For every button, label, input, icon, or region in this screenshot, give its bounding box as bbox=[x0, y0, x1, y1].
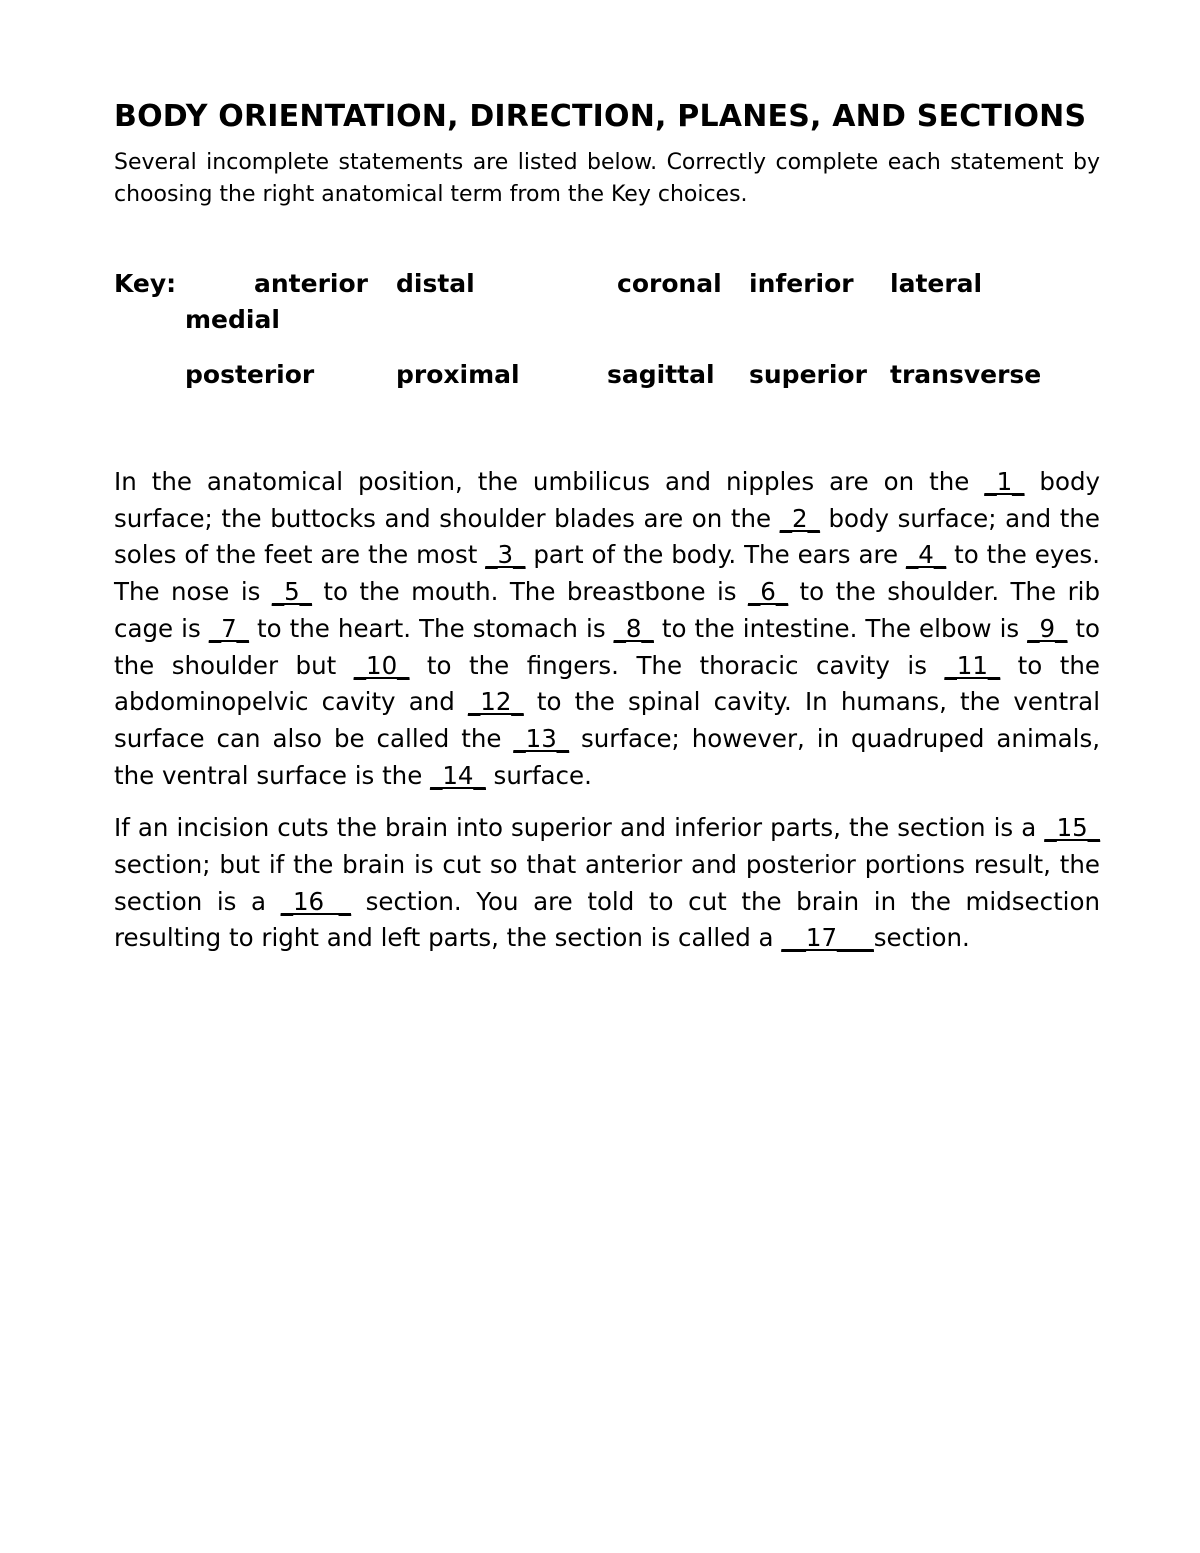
passage-text: If an incision cuts the brain into superior and inferior parts, the section is a bbox=[114, 813, 1045, 843]
passage-text: to the fingers. The thoracic cavity is bbox=[409, 650, 945, 680]
passage-text: to the shoulder. The rib cage is bbox=[114, 577, 1101, 643]
page-title: BODY ORIENTATION, DIRECTION, PLANES, AND SECTIONS bbox=[114, 99, 1087, 134]
answer-blank[interactable]: _3_ bbox=[485, 540, 526, 570]
answer-blank[interactable]: _2_ bbox=[779, 503, 820, 533]
key-term-transverse: transverse bbox=[890, 360, 1042, 389]
answer-blank[interactable]: _16 _ bbox=[280, 886, 351, 916]
instructions: Several incomplete statements are listed below. Correctly complete each statement by choosing the right anatomical term from the Key choices. bbox=[114, 150, 1100, 207]
passage-text: body surface; the buttocks and shoulder blades are on the bbox=[114, 467, 1100, 533]
key-term-inferior: inferior bbox=[749, 269, 854, 298]
answer-blank[interactable]: _1_ bbox=[984, 467, 1025, 496]
key-term-sagittal: sagittal bbox=[607, 360, 715, 389]
answer-blank[interactable]: _4_ bbox=[906, 540, 947, 570]
worksheet-page bbox=[114, 96, 1100, 957]
key-term-superior: superior bbox=[749, 360, 867, 389]
passage-text: surface; however, in quadruped animals, the ventral surface is the bbox=[114, 723, 1100, 790]
passage-text: to the eyes. The nose is bbox=[114, 540, 1100, 607]
key-term-medial: medial bbox=[185, 305, 280, 334]
key-term-posterior: posterior bbox=[185, 360, 315, 389]
key-term-anterior: anterior bbox=[254, 269, 368, 298]
key-term-coronal: coronal bbox=[617, 269, 722, 298]
passage-orientation bbox=[114, 464, 1100, 794]
key-term-proximal: proximal bbox=[396, 360, 520, 389]
passage-text: body surface; and the soles of the feet are the most bbox=[114, 503, 1100, 570]
key-label: Key: bbox=[114, 269, 177, 298]
answer-blank[interactable]: _7_ bbox=[208, 613, 249, 643]
answer-blank[interactable]: _10_ bbox=[353, 650, 410, 680]
passage-sections bbox=[114, 810, 1100, 957]
key-choices bbox=[114, 266, 1100, 406]
answer-blank[interactable]: _15_ bbox=[1044, 813, 1100, 843]
answer-blank[interactable]: __17___ bbox=[781, 923, 874, 953]
passage-text: section; but if the brain is cut so that anterior and posterior portions result, the section is a bbox=[114, 850, 1100, 916]
answer-blank[interactable]: _12_ bbox=[467, 687, 524, 717]
passage-text: to the intestine. The elbow is bbox=[653, 613, 1028, 643]
passage-text: part of the body. The ears are bbox=[525, 540, 907, 570]
passage-text: surface. bbox=[485, 760, 592, 790]
passage-text: to the mouth. The breastbone is bbox=[311, 577, 749, 607]
passage-text: section. bbox=[873, 923, 970, 953]
key-term-distal: distal bbox=[396, 269, 475, 298]
answer-blank[interactable]: _9_ bbox=[1027, 613, 1068, 643]
passage-text: section. You are told to cut the brain in the midsection resulting to right and left parts, the section is called a bbox=[114, 886, 1100, 953]
answer-blank[interactable]: _13_ bbox=[513, 723, 570, 753]
answer-blank[interactable]: _5_ bbox=[271, 577, 312, 607]
passage-text: to the spinal cavity. In humans, the ventral surface can also be called the bbox=[114, 687, 1101, 753]
answer-blank[interactable]: _11_ bbox=[944, 650, 1001, 680]
answer-blank[interactable]: _14_ bbox=[430, 760, 486, 790]
passage-text: to the shoulder but bbox=[114, 613, 1100, 680]
key-term-lateral: lateral bbox=[890, 269, 983, 298]
passage-text: In the anatomical position, the umbilicus and nipples are on the bbox=[114, 467, 985, 496]
answer-blank[interactable]: _6_ bbox=[748, 577, 789, 607]
passage-text: to the heart. The stomach is bbox=[248, 613, 614, 643]
answer-blank[interactable]: _8_ bbox=[613, 613, 654, 643]
passage-text: to the abdominopelvic cavity and bbox=[114, 650, 1100, 717]
